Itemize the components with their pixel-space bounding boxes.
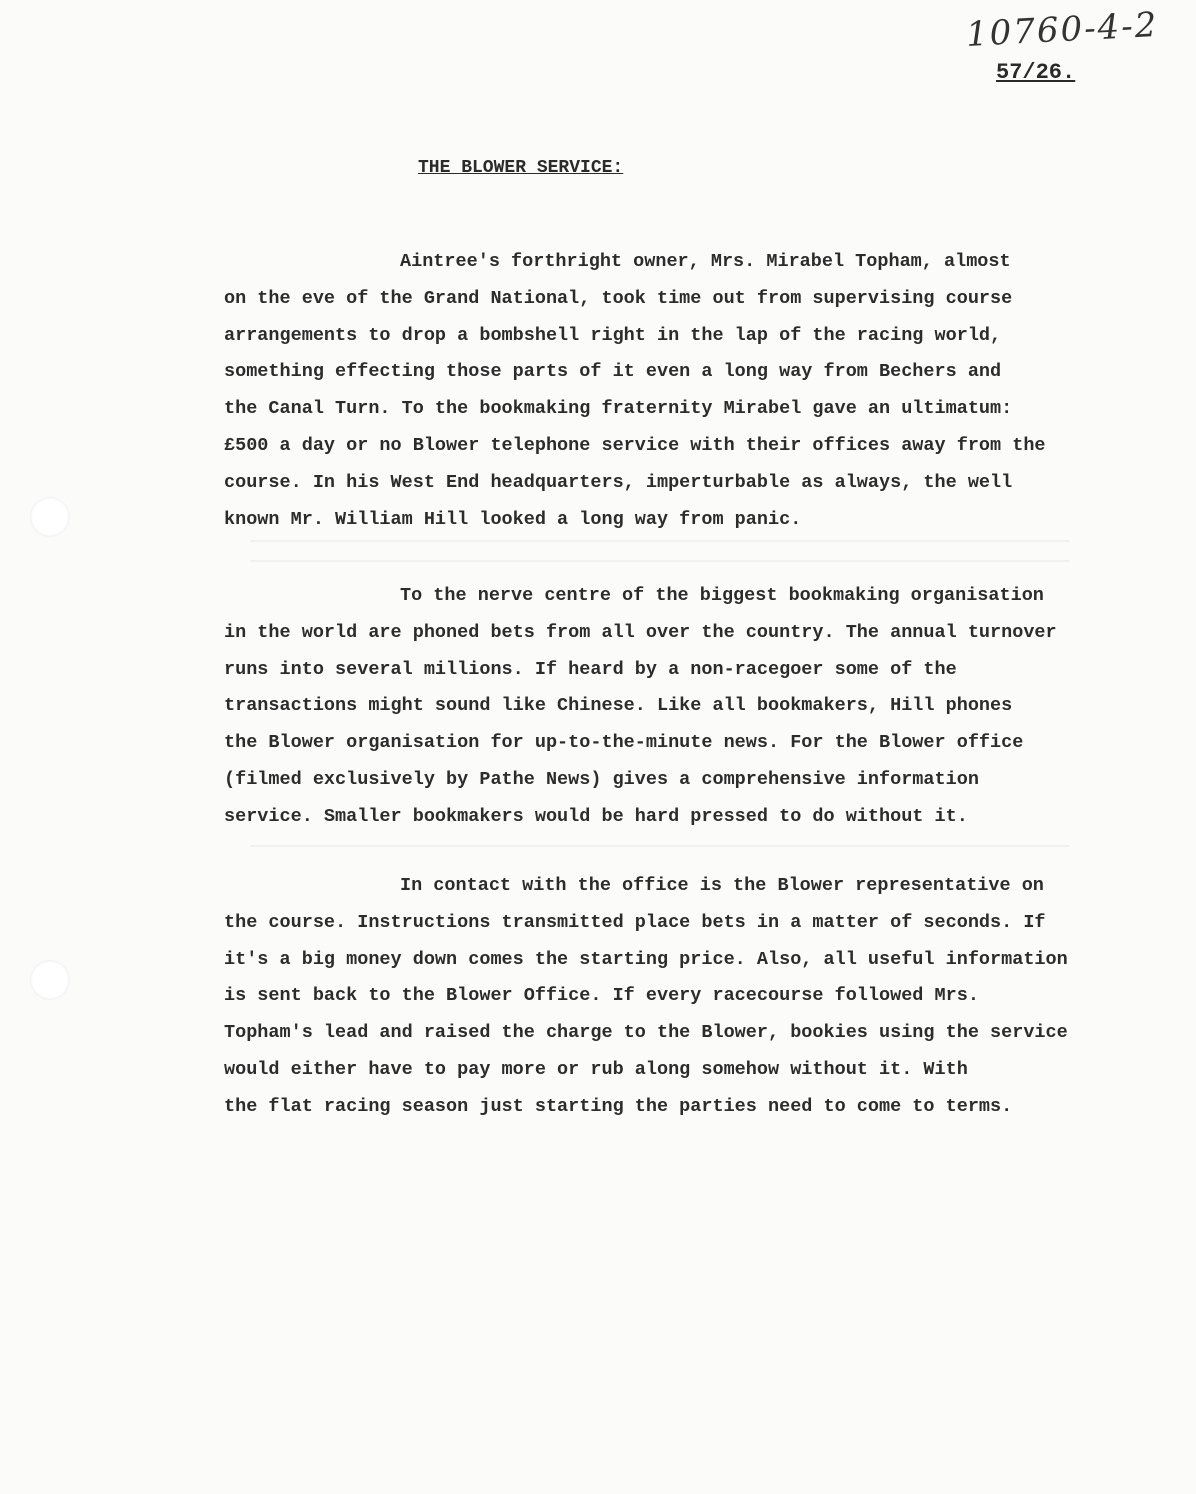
- text-line: the Blower organisation for up-to-the-minute news. For the Blower office: [224, 732, 1024, 754]
- text-line: service. Smaller bookmakers would be hard pressed to do without it.: [224, 805, 968, 827]
- handwritten-reference: 10760-4-2: [965, 4, 1160, 56]
- text-line: the course. Instructions transmitted place bets in a matter of seconds. If: [224, 911, 1046, 933]
- text-line: Aintree's forthright owner, Mrs. Mirabel Topham, almost: [400, 251, 1011, 272]
- text-line: To the nerve centre of the biggest bookmaking organisation: [400, 585, 1044, 606]
- bleed-through-mark: [250, 560, 1070, 562]
- text-line: known Mr. William Hill looked a long way from panic.: [224, 508, 802, 530]
- paragraph: [224, 578, 1184, 836]
- text-line: would either have to pay more or rub along somehow without it. With: [224, 1058, 968, 1080]
- document-reference-number: 57/26.: [996, 60, 1076, 85]
- text-line: in the world are phoned bets from all over the country. The annual turnover: [224, 621, 1057, 643]
- punch-hole: [30, 960, 70, 1000]
- text-line: the flat racing season just starting the parties need to come to terms.: [224, 1095, 1013, 1117]
- text-line: is sent back to the Blower Office. If every racecourse followed Mrs.: [224, 985, 979, 1007]
- punch-hole: [30, 497, 70, 537]
- text-line: arrangements to drop a bombshell right in the lap of the racing world,: [224, 324, 1002, 346]
- text-line: the Canal Turn. To the bookmaking fraternity Mirabel gave an ultimatum:: [224, 398, 1013, 420]
- text-line: (filmed exclusively by Pathe News) gives a comprehensive information: [224, 768, 979, 790]
- text-line: runs into several millions. If heard by a non-racegoer some of the: [224, 658, 957, 680]
- paragraph: [224, 244, 1184, 538]
- text-line: Topham's lead and raised the charge to the Blower, bookies using the service: [224, 1022, 1068, 1044]
- text-line: In contact with the office is the Blower representative on: [400, 875, 1044, 896]
- bleed-through-mark: [250, 845, 1070, 847]
- text-line: it's a big money down comes the starting price. Also, all useful information: [224, 948, 1068, 970]
- bleed-through-mark: [250, 540, 1070, 542]
- text-line: on the eve of the Grand National, took time out from supervising course: [224, 287, 1013, 309]
- paragraph: [224, 868, 1184, 1126]
- text-line: transactions might sound like Chinese. Like all bookmakers, Hill phones: [224, 695, 1013, 717]
- text-line: something effecting those parts of it even a long way from Bechers and: [224, 361, 1002, 383]
- text-line: course. In his West End headquarters, imperturbable as always, the well: [224, 471, 1013, 493]
- document-title: THE BLOWER SERVICE:: [418, 158, 624, 178]
- text-line: £500 a day or no Blower telephone service with their offices away from the: [224, 434, 1046, 456]
